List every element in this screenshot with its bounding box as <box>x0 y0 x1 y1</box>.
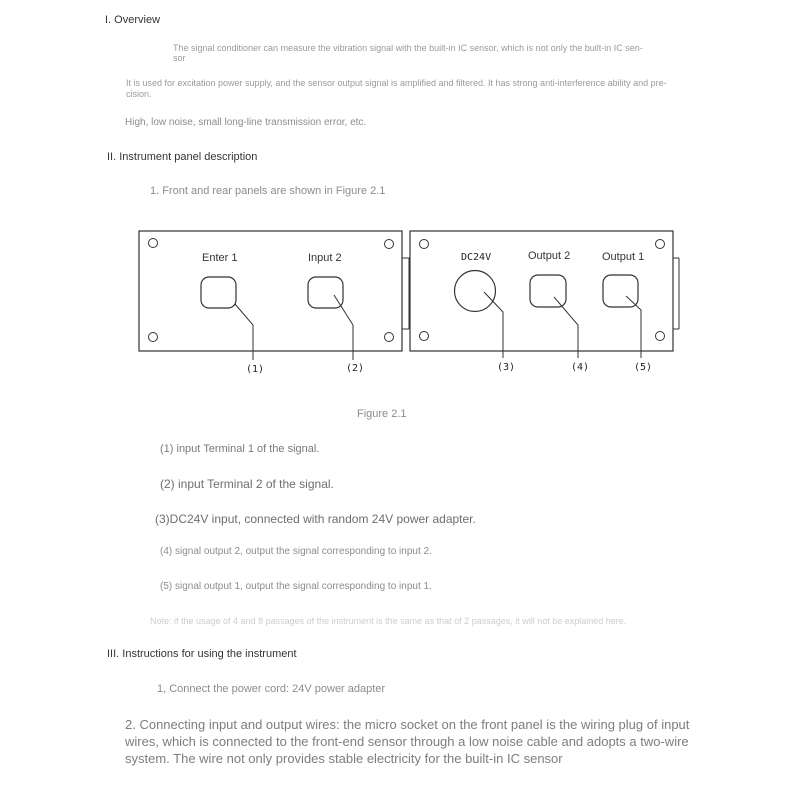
overview-paragraph-1-line-2: sor <box>173 53 186 63</box>
rear-label-output-2: Output 2 <box>528 250 571 262</box>
front-label-2: Input 2 <box>308 252 342 264</box>
section-heading-overview: I. Overview <box>105 14 161 26</box>
input-socket-2-icon <box>308 277 343 308</box>
rear-label-output-1: Output 1 <box>602 251 645 263</box>
callout-5: (5) <box>634 362 653 373</box>
power-socket-icon <box>455 271 496 312</box>
section-heading-panel: II. Instrument panel description <box>107 151 258 163</box>
callout-4: (4) <box>571 362 590 373</box>
overview-paragraph-2-line-2: cision. <box>126 89 152 99</box>
callout-2: (2) <box>346 363 365 374</box>
screw-hole-icon <box>656 332 665 341</box>
overview-paragraph-1-line-1: The signal conditioner can measure the vibration signal with the built-in IC sensor, which is not only the built-in IC sen- <box>173 43 643 53</box>
rear-panel <box>404 231 679 373</box>
rear-label-dc24v: DC24V <box>461 252 492 263</box>
instructions-step-1: 1, Connect the power cord: 24V power adapter <box>157 683 386 695</box>
overview-paragraph-3: High, low noise, small long-line transmission error, etc. <box>125 117 367 128</box>
screw-hole-icon <box>149 239 158 248</box>
screw-hole-icon <box>656 240 665 249</box>
instructions-step-2: 2. Connecting input and output wires: the micro socket on the front panel is the wiring plug of input wires, which is connected to the front-end sensor through a low noise cable and adopts a two-wire system. The wire not only provides stable electricity for the built-in IC sensor <box>125 717 690 766</box>
panel-figure <box>130 222 680 382</box>
panel-item-3: (3)DC24V input, connected with random 24V power adapter. <box>155 512 476 526</box>
figure-caption: Figure 2.1 <box>357 408 407 420</box>
panel-intro: 1. Front and rear panels are shown in Figure 2.1 <box>150 185 386 197</box>
front-panel <box>139 231 409 375</box>
callout-1: (1) <box>246 364 265 375</box>
input-socket-1-icon <box>201 277 236 308</box>
section-heading-instructions: III. Instructions for using the instrument <box>107 648 297 660</box>
callout-3: (3) <box>497 362 516 373</box>
panel-item-2: (2) input Terminal 2 of the signal. <box>160 477 334 491</box>
overview-paragraph-2-line-1: It is used for excitation power supply, and the sensor output signal is amplified and filtered. It has strong anti-interference ability and pre- <box>126 78 667 88</box>
output-socket-2-icon <box>530 275 566 307</box>
front-label-1: Enter 1 <box>202 252 238 264</box>
screw-hole-icon <box>385 240 394 249</box>
panel-note: Note: if the usage of 4 and 8 passages of the instrument is the same as that of 2 passages, it will not be explained here. <box>150 616 627 626</box>
screw-hole-icon <box>420 332 429 341</box>
screw-hole-icon <box>149 333 158 342</box>
screw-hole-icon <box>385 333 394 342</box>
panel-item-5: (5) signal output 1, output the signal corresponding to input 1. <box>160 581 432 592</box>
panel-item-4: (4) signal output 2, output the signal corresponding to input 2. <box>160 546 432 557</box>
panel-item-1: (1) input Terminal 1 of the signal. <box>160 443 320 455</box>
screw-hole-icon <box>420 240 429 249</box>
